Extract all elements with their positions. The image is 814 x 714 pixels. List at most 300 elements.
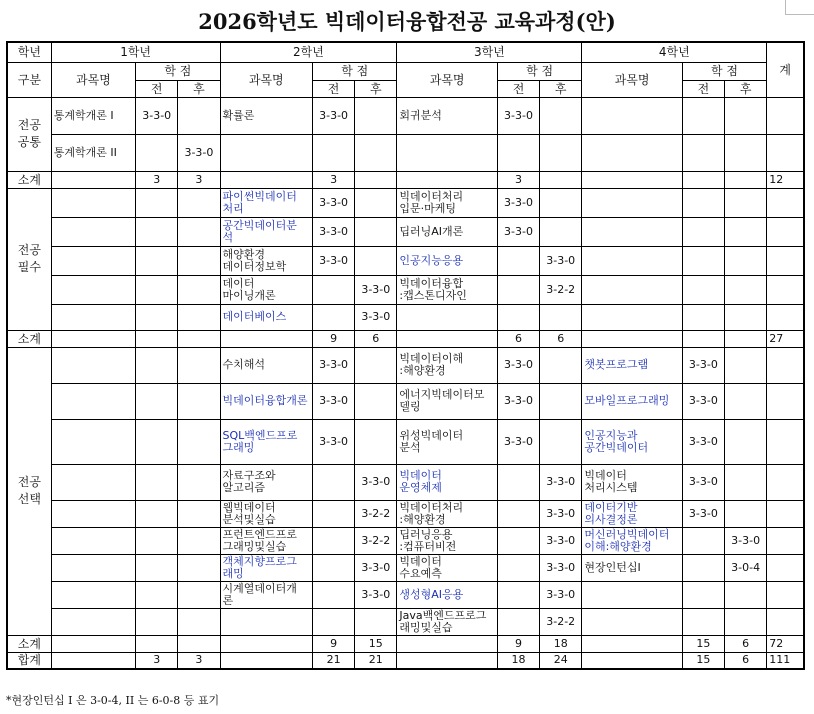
credit-cell — [682, 275, 724, 304]
credit-cell — [682, 304, 724, 330]
credit-cell: 3-3-0 — [682, 419, 724, 464]
group-label-required: 전공 필수 — [7, 188, 51, 330]
blank-cell — [582, 652, 682, 669]
subtotal-value — [540, 171, 582, 188]
credit-cell — [312, 304, 354, 330]
header-course-1: 과목명 — [51, 62, 135, 97]
total-cell — [767, 304, 804, 330]
course-name-cell — [51, 383, 135, 419]
header-credit-3: 학 점 — [497, 62, 581, 80]
course-name-cell — [51, 246, 135, 275]
credit-cell — [136, 246, 178, 275]
total-cell — [767, 188, 804, 217]
course-name-cell — [582, 217, 682, 246]
subtotal-value: 18 — [540, 635, 582, 652]
credit-cell — [725, 383, 767, 419]
credit-cell: 3-3-0 — [136, 97, 178, 134]
subtotal-value: 9 — [497, 635, 539, 652]
credit-cell — [178, 383, 220, 419]
footnote: *현장인턴십 I 은 3-0-4, II 는 6-0-8 등 표기 — [6, 694, 220, 707]
credit-cell: 3-3-0 — [540, 554, 582, 581]
credit-cell: 3-3-0 — [540, 527, 582, 554]
course-name-cell: SQL백엔드프로 그래밍 — [220, 419, 312, 464]
header-hak: 학년 — [7, 42, 51, 62]
credit-cell — [178, 304, 220, 330]
total-cell — [767, 217, 804, 246]
course-name-cell: 빅데이터 운영체제 — [397, 464, 497, 500]
credit-cell — [136, 275, 178, 304]
credit-cell — [497, 464, 539, 500]
credit-cell — [312, 527, 354, 554]
course-name-cell — [397, 134, 497, 171]
course-name-cell: 수치해석 — [220, 347, 312, 383]
credit-cell — [682, 188, 724, 217]
credit-cell: 3-3-0 — [355, 581, 397, 608]
table-row — [7, 383, 804, 419]
credit-cell — [497, 304, 539, 330]
course-name-cell — [51, 554, 135, 581]
course-name-cell: 객체지향프로그 래밍 — [220, 554, 312, 581]
course-name-cell: 에너지빅데이터모 델링 — [397, 383, 497, 419]
credit-cell: 3-3-0 — [312, 347, 354, 383]
course-name-cell — [582, 275, 682, 304]
subtotal-row — [7, 635, 804, 652]
credit-cell — [725, 217, 767, 246]
course-name-cell — [582, 134, 682, 171]
subtotal-label: 소계 — [7, 171, 51, 188]
course-name-cell — [582, 608, 682, 635]
credit-cell: 3-3-0 — [497, 188, 539, 217]
course-name-cell: 공간빅데이터분 석 — [220, 217, 312, 246]
credit-cell — [540, 217, 582, 246]
credit-cell — [355, 419, 397, 464]
subtotal-value — [725, 171, 767, 188]
course-name-cell: 딥러닝AI개론 — [397, 217, 497, 246]
credit-cell — [178, 608, 220, 635]
course-name-cell: 빅데이터이해 :해양환경 — [397, 347, 497, 383]
course-name-cell — [51, 464, 135, 500]
course-name-cell: 프런트엔드프로 그래밍및실습 — [220, 527, 312, 554]
subtotal-value: 15 — [682, 635, 724, 652]
credit-cell — [178, 527, 220, 554]
credit-cell — [725, 419, 767, 464]
course-name-cell: 해양환경 데이터정보학 — [220, 246, 312, 275]
credit-cell — [725, 500, 767, 527]
blank-cell — [582, 635, 682, 652]
credit-cell: 3-3-0 — [725, 527, 767, 554]
course-name-cell: 인공지능과 공간빅데이터 — [582, 419, 682, 464]
credit-cell — [312, 500, 354, 527]
course-name-cell: 데이터 마이닝개론 — [220, 275, 312, 304]
credit-cell — [540, 347, 582, 383]
header-year-1: 1학년 — [51, 42, 220, 62]
course-name-cell — [220, 608, 312, 635]
subtotal-value: 3 — [136, 652, 178, 669]
credit-cell — [725, 275, 767, 304]
blank-cell — [220, 635, 312, 652]
course-name-cell — [582, 304, 682, 330]
credit-cell — [178, 464, 220, 500]
subtotal-value — [355, 171, 397, 188]
blank-cell — [397, 171, 497, 188]
credit-cell: 3-2-2 — [540, 275, 582, 304]
credit-cell — [136, 134, 178, 171]
credit-cell — [540, 97, 582, 134]
blank-cell — [220, 330, 312, 347]
credit-cell — [497, 554, 539, 581]
course-name-cell: 시계열데이터개 론 — [220, 581, 312, 608]
course-name-cell: 빅데이터융합 :캡스톤디자인 — [397, 275, 497, 304]
course-name-cell — [51, 608, 135, 635]
total-value: 111 — [767, 652, 804, 669]
course-name-cell — [51, 217, 135, 246]
credit-cell — [682, 246, 724, 275]
credit-cell: 3-3-0 — [497, 217, 539, 246]
header-credit-4: 학 점 — [682, 62, 766, 80]
subtotal-label: 소계 — [7, 635, 51, 652]
blank-cell — [397, 330, 497, 347]
credit-cell: 3-2-2 — [355, 527, 397, 554]
credit-cell — [497, 275, 539, 304]
credit-cell — [540, 304, 582, 330]
credit-cell — [725, 97, 767, 134]
table-row — [7, 188, 804, 217]
course-name-cell: 인공지능응용 — [397, 246, 497, 275]
course-name-cell: 빅데이터처리 :해양환경 — [397, 500, 497, 527]
credit-cell: 3-3-0 — [682, 464, 724, 500]
credit-cell — [540, 383, 582, 419]
total-cell — [767, 246, 804, 275]
course-name-cell — [582, 97, 682, 134]
credit-cell — [540, 134, 582, 171]
table-row — [7, 275, 804, 304]
credit-cell — [136, 608, 178, 635]
credit-cell — [178, 500, 220, 527]
subtotal-value: 6 — [725, 635, 767, 652]
subtotal-row — [7, 330, 804, 347]
credit-cell — [725, 464, 767, 500]
table-row — [7, 500, 804, 527]
credit-cell: 3-3-0 — [355, 554, 397, 581]
credit-cell — [725, 188, 767, 217]
subtotal-value: 3 — [312, 171, 354, 188]
credit-cell — [725, 581, 767, 608]
credit-cell — [312, 275, 354, 304]
credit-cell — [497, 500, 539, 527]
credit-cell: 3-3-0 — [355, 304, 397, 330]
credit-cell — [682, 217, 724, 246]
course-name-cell: 파이썬빅데이터 처리 — [220, 188, 312, 217]
subtotal-value: 3 — [497, 171, 539, 188]
group-label-elective: 전공 선택 — [7, 347, 51, 635]
total-value: 27 — [767, 330, 804, 347]
credit-cell: 3-3-0 — [682, 383, 724, 419]
course-name-cell — [582, 581, 682, 608]
header-course-4: 과목명 — [582, 62, 682, 97]
credit-cell — [136, 304, 178, 330]
credit-cell — [497, 134, 539, 171]
credit-cell: 3-3-0 — [312, 217, 354, 246]
credit-cell — [136, 554, 178, 581]
blank-cell — [582, 171, 682, 188]
table-row — [7, 217, 804, 246]
header-sem-second: 후 — [355, 80, 397, 97]
table-row — [7, 304, 804, 330]
credit-cell — [136, 581, 178, 608]
course-name-cell — [51, 500, 135, 527]
subtotal-value: 18 — [497, 652, 539, 669]
credit-cell — [178, 275, 220, 304]
subtotal-value: 6 — [497, 330, 539, 347]
table-row — [7, 527, 804, 554]
credit-cell — [725, 608, 767, 635]
credit-cell — [497, 527, 539, 554]
credit-cell — [178, 581, 220, 608]
credit-cell — [136, 527, 178, 554]
course-name-cell — [51, 347, 135, 383]
credit-cell — [540, 188, 582, 217]
credit-cell — [312, 608, 354, 635]
credit-cell — [312, 464, 354, 500]
credit-cell — [540, 419, 582, 464]
credit-cell: 3-3-0 — [682, 500, 724, 527]
credit-cell: 3-2-2 — [540, 608, 582, 635]
course-name-cell — [51, 581, 135, 608]
course-name-cell: 빅데이터 처리시스템 — [582, 464, 682, 500]
course-name-cell — [51, 304, 135, 330]
credit-cell — [136, 419, 178, 464]
credit-cell — [355, 134, 397, 171]
blank-cell — [220, 171, 312, 188]
page-title: 2026학년도 빅데이터융합전공 교육과정(안) — [198, 9, 616, 34]
course-name-cell: 데이터기반 의사결정론 — [582, 500, 682, 527]
subtotal-label: 소계 — [7, 330, 51, 347]
header-sem-second: 후 — [725, 80, 767, 97]
subtotal-value — [682, 171, 724, 188]
header-course-3: 과목명 — [397, 62, 497, 97]
header-year-4: 4학년 — [582, 42, 767, 62]
credit-cell: 3-3-0 — [312, 188, 354, 217]
table-row — [7, 246, 804, 275]
total-value: 72 — [767, 635, 804, 652]
header-sem-second: 후 — [540, 80, 582, 97]
credit-cell — [178, 419, 220, 464]
credit-cell — [355, 188, 397, 217]
subtotal-value: 6 — [540, 330, 582, 347]
course-name-cell — [397, 304, 497, 330]
subtotal-value: 6 — [725, 652, 767, 669]
credit-cell — [178, 347, 220, 383]
header-total: 계 — [767, 42, 804, 97]
table-row — [7, 554, 804, 581]
group-label-common: 전공 공통 — [7, 97, 51, 171]
header-year-3: 3학년 — [397, 42, 582, 62]
total-cell — [767, 134, 804, 171]
header-sem-first: 전 — [312, 80, 354, 97]
credit-cell — [497, 581, 539, 608]
credit-cell: 3-3-0 — [312, 246, 354, 275]
course-name-cell: 머신러닝빅데이터 이해:해양환경 — [582, 527, 682, 554]
course-name-cell — [51, 188, 135, 217]
credit-cell — [725, 246, 767, 275]
header-sem-first: 전 — [136, 80, 178, 97]
subtotal-value — [682, 330, 724, 347]
credit-cell: 3-3-0 — [540, 246, 582, 275]
credit-cell: 3-3-0 — [355, 464, 397, 500]
total-cell — [767, 347, 804, 383]
course-name-cell — [51, 419, 135, 464]
subtotal-value — [178, 330, 220, 347]
subtotal-value — [178, 635, 220, 652]
course-name-cell — [582, 188, 682, 217]
course-name-cell: 빅데이터처리 입문·마케팅 — [397, 188, 497, 217]
course-name-cell: 빅데이터 수요예측 — [397, 554, 497, 581]
credit-cell — [497, 608, 539, 635]
header-sem-first: 전 — [682, 80, 724, 97]
subtotal-row — [7, 171, 804, 188]
credit-cell — [725, 347, 767, 383]
total-cell — [767, 581, 804, 608]
total-cell — [767, 97, 804, 134]
credit-cell: 3-3-0 — [312, 97, 354, 134]
course-name-cell — [51, 527, 135, 554]
subtotal-value: 21 — [312, 652, 354, 669]
header-course-2: 과목명 — [220, 62, 312, 97]
credit-cell — [136, 383, 178, 419]
total-cell — [767, 500, 804, 527]
credit-cell — [178, 246, 220, 275]
credit-cell: 3-3-0 — [682, 347, 724, 383]
credit-cell — [497, 246, 539, 275]
total-cell — [767, 608, 804, 635]
credit-cell — [682, 581, 724, 608]
subtotal-value — [725, 330, 767, 347]
credit-cell: 3-3-0 — [312, 419, 354, 464]
course-name-cell: 통계학개론 II — [51, 134, 135, 171]
table-row — [7, 464, 804, 500]
subtotal-value: 24 — [540, 652, 582, 669]
course-name-cell: 통계학개론 I — [51, 97, 135, 134]
course-name-cell — [51, 275, 135, 304]
blank-cell — [51, 171, 135, 188]
course-name-cell: 모바일프로그래밍 — [582, 383, 682, 419]
credit-cell — [682, 527, 724, 554]
table-row — [7, 608, 804, 635]
credit-cell: 3-0-4 — [725, 554, 767, 581]
subtotal-value: 15 — [682, 652, 724, 669]
header-year-2: 2학년 — [220, 42, 397, 62]
subtotal-value — [136, 330, 178, 347]
credit-cell — [725, 304, 767, 330]
course-name-cell: 확률론 — [220, 97, 312, 134]
course-name-cell: 챗봇프로그램 — [582, 347, 682, 383]
course-name-cell: 현장인턴십I — [582, 554, 682, 581]
header-row-year — [7, 42, 804, 62]
credit-cell — [355, 97, 397, 134]
blank-cell — [51, 652, 135, 669]
credit-cell — [355, 246, 397, 275]
total-cell — [767, 383, 804, 419]
blank-cell — [397, 635, 497, 652]
header-gubun: 구분 — [7, 62, 51, 97]
header-credit-1: 학 점 — [136, 62, 220, 80]
credit-cell: 3-3-0 — [355, 275, 397, 304]
table-row — [7, 419, 804, 464]
credit-cell — [682, 608, 724, 635]
course-name-cell: 회귀분석 — [397, 97, 497, 134]
total-cell — [767, 275, 804, 304]
subtotal-value: 3 — [178, 171, 220, 188]
course-name-cell: 생성형AI응용 — [397, 581, 497, 608]
course-name-cell: 위성빅데이터 분석 — [397, 419, 497, 464]
subtotal-value: 6 — [355, 330, 397, 347]
subtotal-value: 9 — [312, 330, 354, 347]
blank-cell — [51, 635, 135, 652]
curriculum-table — [6, 41, 805, 670]
credit-cell: 3-3-0 — [497, 419, 539, 464]
course-name-cell: Java백엔드프로그 래밍및실습 — [397, 608, 497, 635]
header-sem-first: 전 — [497, 80, 539, 97]
total-cell — [767, 419, 804, 464]
credit-cell — [355, 608, 397, 635]
course-name-cell: 딥러닝응용 :컴퓨터비전 — [397, 527, 497, 554]
credit-cell: 3-3-0 — [178, 134, 220, 171]
course-name-cell — [220, 134, 312, 171]
credit-cell — [136, 188, 178, 217]
credit-cell — [178, 554, 220, 581]
credit-cell — [312, 554, 354, 581]
subtotal-value: 3 — [136, 171, 178, 188]
credit-cell: 3-3-0 — [540, 500, 582, 527]
credit-cell — [682, 134, 724, 171]
credit-cell — [312, 581, 354, 608]
course-name-cell — [582, 246, 682, 275]
course-name-cell: 자료구조와 알고리즘 — [220, 464, 312, 500]
subtotal-value: 9 — [312, 635, 354, 652]
credit-cell — [725, 134, 767, 171]
credit-cell — [136, 500, 178, 527]
total-value: 12 — [767, 171, 804, 188]
credit-cell — [178, 188, 220, 217]
subtotal-value: 15 — [355, 635, 397, 652]
subtotal-value — [136, 635, 178, 652]
credit-cell: 3-3-0 — [540, 581, 582, 608]
credit-cell — [355, 347, 397, 383]
credit-cell — [136, 347, 178, 383]
blank-cell — [220, 652, 312, 669]
credit-cell — [355, 217, 397, 246]
subtotal-value: 3 — [178, 652, 220, 669]
credit-cell: 3-3-0 — [540, 464, 582, 500]
table-row — [7, 581, 804, 608]
total-cell — [767, 527, 804, 554]
blank-cell — [397, 652, 497, 669]
credit-cell — [136, 464, 178, 500]
subtotal-value: 21 — [355, 652, 397, 669]
blank-cell — [51, 330, 135, 347]
total-cell — [767, 464, 804, 500]
credit-cell — [312, 134, 354, 171]
grand-total-row — [7, 652, 804, 669]
credit-cell: 3-3-0 — [497, 97, 539, 134]
total-cell — [767, 554, 804, 581]
course-name-cell: 빅데이터융합개론 — [220, 383, 312, 419]
credit-cell — [682, 97, 724, 134]
table-row — [7, 97, 804, 134]
subtotal-label: 합계 — [7, 652, 51, 669]
credit-cell — [178, 97, 220, 134]
header-credit-2: 학 점 — [312, 62, 396, 80]
